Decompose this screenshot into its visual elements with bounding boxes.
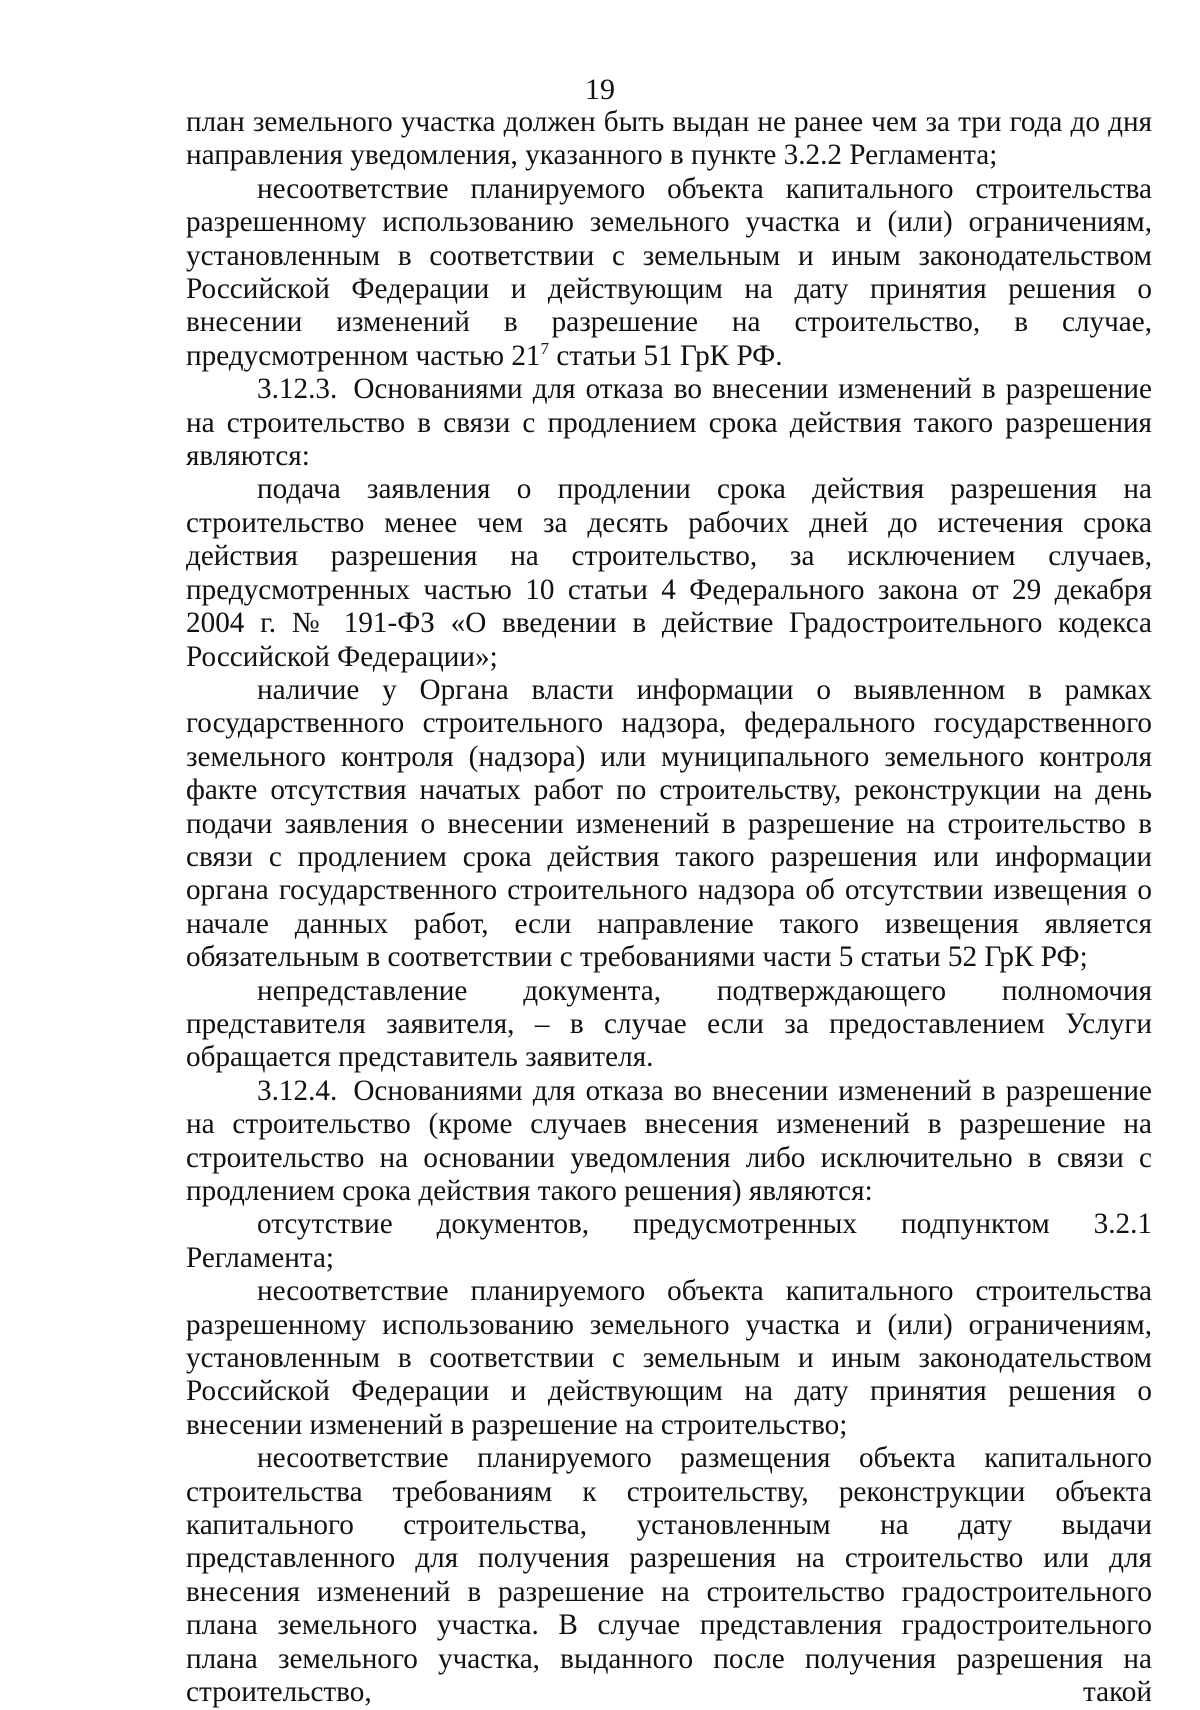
- paragraph-late-application: [186, 473, 1152, 673]
- paragraph-nonconformity-object: [186, 173, 1152, 373]
- paragraph-text: план земельного участка должен быть выдан не ранее чем за три года до дня направления уведомления, указанного в пункте 3.2.2 Регламента;: [186, 106, 1152, 172]
- paragraph-no-authority-document: [186, 975, 1152, 1075]
- paragraph-missing-documents: [186, 1208, 1152, 1275]
- paragraph-text: несоответствие планируемого объекта капитального строительства разрешенному использованию земельного участка и (или) ограничениям, установленным в соответствии с земельным и иным законодательством Российской Федерации и действующим на дату принятия решения о внесении изменений в разрешение на строительство;: [186, 1275, 1152, 1441]
- paragraph-text: Основаниями для отказа во внесении изменений в разрешение на строительство (кроме случаев внесения изменений в разрешение на строительство на основании уведомления либо исключительно в связи с продлением срока действия такого решения) являются:: [186, 1074, 1152, 1207]
- paragraph-text: непредставление документа, подтверждающего полномочия представителя заявителя, – в случае если за предоставлением Услуги обращается представитель заявителя.: [186, 974, 1152, 1074]
- clause-number: 3.12.4.: [257, 1074, 338, 1107]
- paragraph-text: несоответствие планируемого размещения объекта капитального строительства требованиям к строительству, реконструкции объекта капитального строительства, установленным на дату выдачи представленного для получения разрешения на строительство или для внесения изменений в разрешение на строительство градостроительного плана земельного участка. В случае представления градостроительного плана земельного участка, выданного после получения разрешения на строительство, такой: [186, 1442, 1152, 1709]
- paragraph-text-tail: статьи 51 ГрК РФ.: [549, 339, 783, 372]
- document-body: [186, 106, 1152, 1710]
- paragraph-text: отсутствие документов, предусмотренных подпунктом 3.2.1 Регламента;: [186, 1208, 1152, 1274]
- clause-3-12-3: [186, 373, 1152, 473]
- paragraph-text: подача заявления о продлении срока действия разрешения на строительство менее чем за десять рабочих дней до истечения срока действия разрешения на строительство, за исключением случаев, предусмотренных частью 10 статьи 4 Федерального закона от 29 декабря 2004 г. № 191-ФЗ «О введении в действие Градостроительного кодекса Российской Федерации»;: [186, 473, 1152, 673]
- paragraph-text: несоответствие планируемого объекта капитального строительства разрешенному использованию земельного участка и (или) ограничениям, установленным в соответствии с земельным и иным законодательством Российской Федерации и действующим на дату принятия решения о внесении изменений в разрешение на строительство, в случае, предусмотренном частью 21: [186, 172, 1152, 372]
- clause-number: 3.12.3.: [257, 373, 338, 406]
- paragraph-gpzu-term: [186, 106, 1152, 173]
- page-number: 19: [585, 73, 615, 106]
- paragraph-nonconformity-usage: [186, 1275, 1152, 1442]
- clause-3-12-4: [186, 1075, 1152, 1209]
- superscript-index: 7: [540, 338, 550, 358]
- paragraph-no-works-started: [186, 674, 1152, 975]
- paragraph-nonconformity-placement: [186, 1442, 1152, 1709]
- paragraph-text: наличие у Органа власти информации о выявленном в рамках государственного строительного надзора, федерального государственного земельного контроля (надзора) или муниципального земельного контроля факте отсутствия начатых работ по строительству, реконструкции на день подачи заявления о внесении изменений в разрешение на строительство в связи с продлением срока действия такого разрешения или информации органа государственного строительного надзора об отсутствии извещения о начале данных работ, если направление такого извещения является обязательным в соответствии с требованиями части 5 статьи 52 ГрК РФ;: [186, 673, 1152, 974]
- paragraph-text: Основаниями для отказа во внесении изменений в разрешение на строительство в связи с продлением срока действия такого разрешения являются:: [186, 373, 1152, 473]
